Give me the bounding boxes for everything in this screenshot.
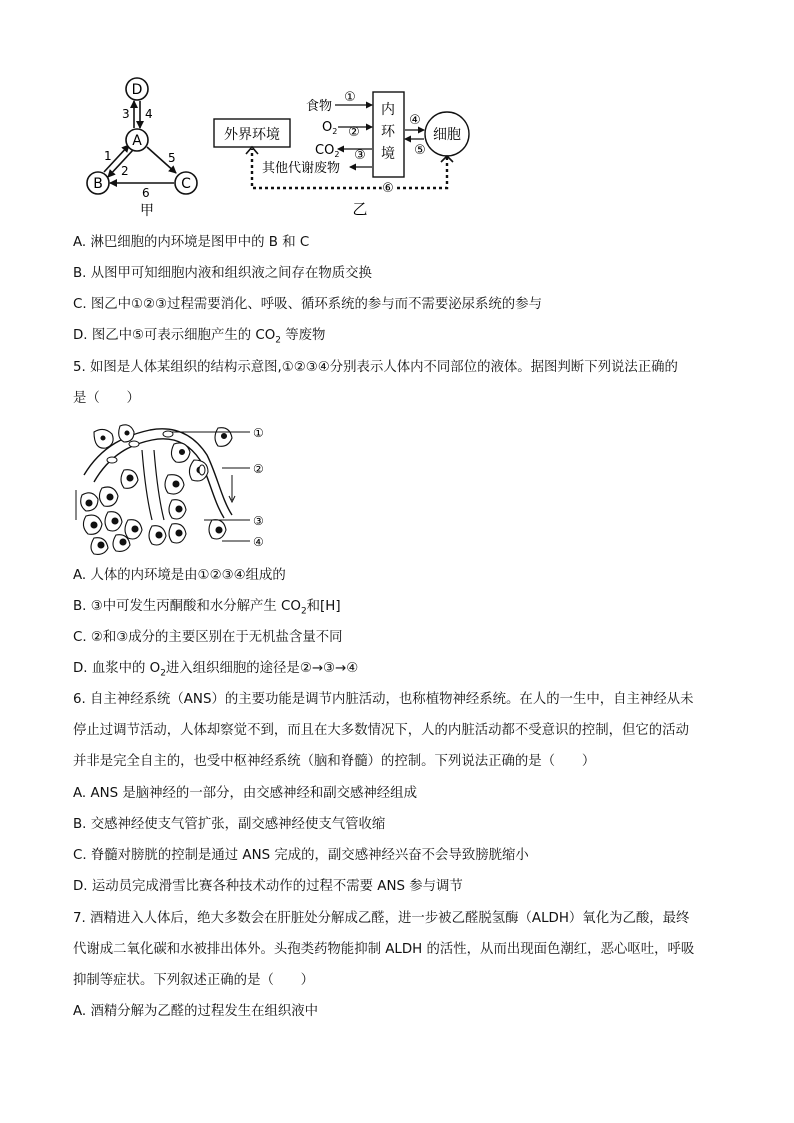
node-b-label: B [93, 176, 103, 192]
q4-option-b: B. 从图甲可知细胞内液和组织液之间存在物质交换 [73, 266, 372, 281]
q7-stem-line-3: 抑制等症状。下列叙述正确的是（ ） [73, 973, 315, 988]
q4-option-d: D. 图乙中⑤可表示细胞产生的 $CO_2$ 等废物 [73, 328, 326, 346]
figure-tissue [72, 420, 272, 555]
edge-label-6: 6 [142, 186, 150, 200]
q5-option-a: A. 人体的内环境是由①②③④组成的 [73, 568, 286, 583]
o2-label: $O_2$ [322, 120, 338, 136]
edge-label-4: 4 [145, 107, 153, 121]
other-waste-label: 其他代谢废物 [262, 161, 341, 176]
food-label: 食物 [306, 99, 333, 114]
q5-option-b: B. ③中可发生丙酮酸和水分解产生 $CO_2$和[H] [73, 599, 341, 617]
step-2: ② [348, 125, 360, 140]
edge-label-1: 1 [104, 149, 112, 163]
figure-yi-caption: 乙 [352, 200, 368, 218]
q4-option-c: C. 图乙中①②③过程需要消化、呼吸、循环系统的参与而不需要泌尿系统的参与 [73, 297, 542, 312]
tissue-label-4: ④ [253, 535, 264, 549]
q6-stem-line-3: 并非是完全自主的，也受中枢神经系统（脑和脊髓）的控制。下列说法正确的是（ ） [73, 754, 596, 769]
q7-stem-line-2: 代谢成二氧化碳和水被排出体外。头孢类药物能抑制 ALDH 的活性，从而出现面色潮红，恶心呕吐，呼吸 [73, 942, 695, 957]
edge-label-2: 2 [121, 164, 129, 178]
edge-label-5: 5 [168, 151, 176, 165]
cell-label: 细胞 [433, 127, 461, 143]
tissue-label-2: ② [253, 462, 264, 476]
q7-option-a: A. 酒精分解为乙醛的过程发生在组织液中 [73, 1004, 319, 1019]
figure-yi [210, 84, 480, 219]
q6-option-b: B. 交感神经使支气管扩张，副交感神经使支气管收缩 [73, 817, 386, 832]
q6-option-a: A. ANS 是脑神经的一部分，由交感神经和副交感神经组成 [73, 786, 417, 801]
q5-option-c: C. ②和③成分的主要区别在于无机盐含量不同 [73, 630, 343, 645]
step-5: ⑤ [414, 143, 426, 158]
inner-environment-char-1: 内 [381, 102, 395, 118]
figure-jia-caption: 甲 [140, 203, 154, 219]
edge-label-3: 3 [122, 107, 130, 121]
node-a-label: A [132, 133, 142, 149]
q6-stem-line-1: 6. 自主神经系统（ANS）的主要功能是调节内脏活动，也称植物神经系统。在人的一生中，自主神经从未 [73, 692, 694, 707]
outer-environment-label: 外界环境 [224, 127, 280, 143]
q4-option-a: A. 淋巴细胞的内环境是图甲中的 B 和 C [73, 235, 310, 250]
figure-jia [80, 70, 220, 220]
tissue-label-3: ③ [253, 514, 264, 528]
step-3: ③ [354, 148, 366, 163]
q6-stem-line-2: 停止过调节活动，人体却察觉不到，而且在大多数情况下，人的内脏活动都不受意识的控制，但它的活动 [73, 723, 689, 738]
inner-environment-char-2: 环 [381, 124, 395, 140]
step-4: ④ [409, 113, 421, 128]
q6-option-d: D. 运动员完成滑雪比赛各种技术动作的过程不需要 ANS 参与调节 [73, 879, 463, 894]
step-6: ⑥ [382, 181, 394, 196]
node-d-label: D [131, 82, 143, 98]
q5-option-d: D. 血浆中的 $O_2$进入组织细胞的途径是②→③→④ [73, 661, 359, 679]
q5-stem-line-1: 5. 如图是人体某组织的结构示意图,①②③④分别表示人体内不同部位的液体。据图判断下列说法正确的 [73, 360, 678, 375]
step-1: ① [344, 90, 356, 105]
inner-environment-char-3: 境 [381, 146, 395, 162]
tissue-label-1: ① [253, 426, 264, 440]
co2-label: $CO_2$ [315, 143, 340, 159]
q7-stem-line-1: 7. 酒精进入人体后，绝大多数会在肝脏处分解成乙醛，进一步被乙醛脱氢酶（ALDH）氧化为乙酸，最终 [73, 911, 690, 926]
q5-stem-line-2: 是（ ） [73, 391, 140, 406]
node-c-label: C [181, 176, 191, 192]
q6-option-c: C. 脊髓对膀胱的控制是通过 ANS 完成的，副交感神经兴奋不会导致膀胱缩小 [73, 848, 529, 863]
lymph-vessel [142, 450, 152, 520]
